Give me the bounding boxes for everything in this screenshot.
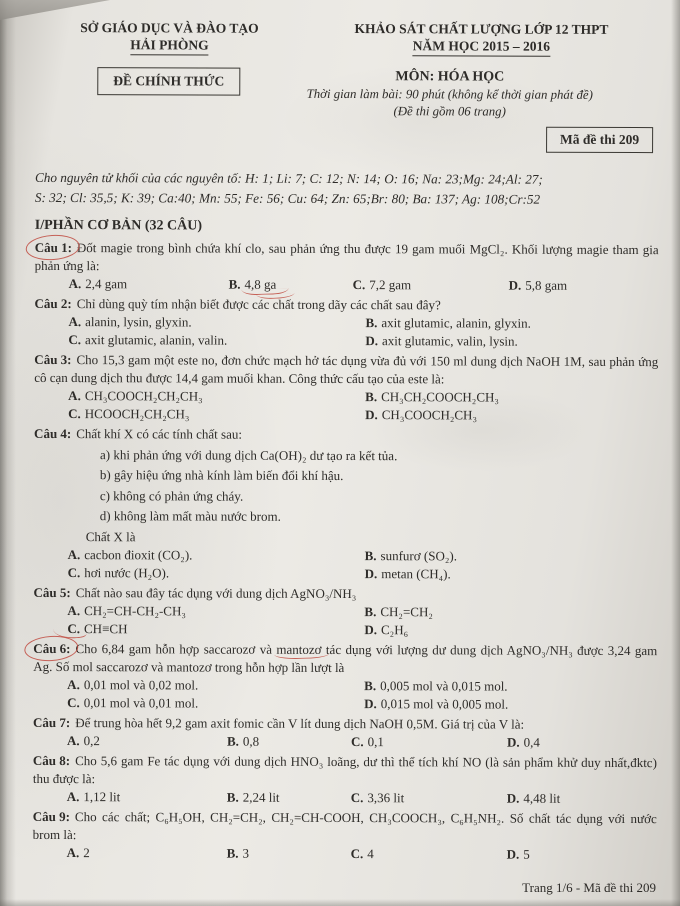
question-text bbox=[33, 713, 657, 733]
option bbox=[364, 677, 657, 696]
option bbox=[365, 332, 658, 351]
option-key: C. bbox=[68, 332, 82, 348]
option-key: A. bbox=[66, 844, 80, 860]
option bbox=[68, 405, 365, 424]
options-row bbox=[68, 546, 658, 584]
option-key: B. bbox=[364, 677, 377, 693]
option bbox=[67, 844, 227, 863]
option bbox=[365, 547, 658, 566]
page-footer: Trang 1/6 - Mã đề thi 209 bbox=[522, 880, 656, 895]
option-text: hơi nước (H₂O). bbox=[84, 564, 170, 580]
option-key: C. bbox=[350, 733, 364, 749]
options-row bbox=[67, 676, 657, 714]
option-text: metan (CH₄). bbox=[381, 565, 451, 581]
question-statements bbox=[100, 446, 658, 527]
header-exam-title bbox=[303, 20, 659, 57]
option bbox=[68, 331, 365, 350]
question-post-text: Chất X là bbox=[85, 528, 136, 544]
option-key: A. bbox=[68, 276, 82, 292]
question-block bbox=[33, 713, 657, 751]
option-key: B. bbox=[365, 315, 378, 331]
option bbox=[351, 733, 507, 752]
option bbox=[69, 275, 229, 294]
option-key: B. bbox=[364, 547, 377, 563]
option-key: B. bbox=[226, 789, 239, 805]
option-text: 2,24 lit bbox=[242, 789, 280, 805]
options-row bbox=[68, 387, 658, 425]
question-text-part: Chất nào sau đây tác dụng với dung dịch AgNO₃/NH₃ bbox=[75, 584, 357, 601]
option-key: D. bbox=[508, 277, 522, 293]
question-text bbox=[34, 295, 658, 315]
option-key: C. bbox=[67, 564, 81, 580]
option bbox=[67, 620, 364, 639]
option bbox=[364, 603, 657, 622]
options-row bbox=[68, 313, 658, 351]
option bbox=[364, 621, 657, 640]
header-department bbox=[35, 19, 303, 56]
question-block bbox=[35, 239, 659, 295]
option bbox=[365, 388, 658, 407]
option-text: 1,12 lit bbox=[83, 788, 121, 804]
option-text: 0,01 mol và 0,01 mol. bbox=[83, 694, 199, 711]
question-block bbox=[33, 583, 657, 639]
option-text: alanin, lysin, glyxin. bbox=[85, 314, 192, 330]
option-key: B. bbox=[228, 276, 241, 292]
department-line2: HẢI PHÒNG bbox=[130, 36, 208, 55]
scan-edge-left bbox=[0, 0, 16, 906]
option bbox=[507, 789, 657, 808]
option-text: 4,8 ga bbox=[244, 276, 277, 292]
option-key: C. bbox=[350, 789, 364, 805]
statement-line: a) khi phản ứng với dung dịch Ca(OH)₂ dư tạo ra kết tủa. bbox=[99, 446, 398, 463]
header bbox=[35, 19, 659, 57]
option-text: 5,8 gam bbox=[525, 277, 568, 293]
option-text: CH≡CH bbox=[84, 620, 128, 636]
scan-edge-right bbox=[671, 0, 680, 906]
options-row bbox=[67, 732, 657, 752]
option-key: C. bbox=[67, 620, 81, 636]
option-text: 0,2 bbox=[83, 732, 100, 748]
option-text: CH₂=CH₂ bbox=[380, 603, 433, 619]
section-heading: I/PHẦN CƠ BẢN (32 CÂU) bbox=[34, 217, 203, 234]
statement-line: d) không làm mất màu nước brom. bbox=[99, 508, 281, 524]
option bbox=[67, 602, 364, 621]
exam-code-row bbox=[35, 125, 659, 153]
option-text: CH₃COOCH₂CH₂CH₃ bbox=[84, 388, 203, 404]
question-text-part: Cho 15,3 gam một este no, đơn chức mạch hở tác dụng vừa đủ với 150 ml dung dịch NaOH 1M, sau phản ứng cô cạn dung dịch thu được 14,4 gam muối khan. Công thức cấu tạo của este là: bbox=[34, 352, 659, 387]
option-text: CH₃COOCH₂CH₃ bbox=[381, 407, 478, 423]
question-label: Câu 7: bbox=[33, 714, 71, 730]
option-text: 0,1 bbox=[367, 733, 384, 749]
question-block bbox=[33, 807, 657, 863]
question-text bbox=[34, 351, 658, 389]
option-key: A. bbox=[67, 676, 80, 692]
official-exam-box: ĐỀ CHÍNH THỨC bbox=[97, 67, 240, 95]
header-row2 bbox=[35, 67, 659, 120]
option-key: A. bbox=[66, 788, 80, 804]
option-key: B. bbox=[226, 845, 239, 861]
question-text bbox=[33, 751, 657, 789]
option-text: HCOOCH₂CH₂CH₃ bbox=[84, 406, 190, 422]
option-key: A. bbox=[66, 732, 80, 748]
option-key: C. bbox=[350, 845, 364, 861]
question-text-part: Chỉ dùng quỳ tím nhận biết được các chất trong dãy các chất sau đây? bbox=[76, 296, 441, 313]
option-text: 2,4 gam bbox=[85, 276, 128, 292]
option bbox=[353, 276, 509, 295]
questions-list bbox=[33, 239, 659, 864]
option bbox=[67, 732, 227, 751]
question-label: Câu 5: bbox=[33, 584, 71, 600]
question-text-part: Cho 6,84 gam hỗn hợp saccarozơ và bbox=[75, 640, 277, 657]
option-text: C₂H₆ bbox=[380, 621, 409, 637]
option bbox=[67, 694, 364, 713]
pages-note: (Đề thi gồm 06 trang) bbox=[393, 103, 506, 119]
options-row bbox=[67, 844, 657, 864]
option-text: axit glutamic, alanin, valin. bbox=[85, 332, 228, 348]
question-label: Câu 8: bbox=[32, 752, 71, 768]
question-text bbox=[35, 239, 659, 277]
question-label: Câu 9: bbox=[32, 808, 70, 824]
question-text-part: Cho các chất; C₆H₅OH, CH₂=CH₂, CH₂=CH-COOH, CH₃COOCH₃, C₆H₅NH₂. Số chất tác dụng với nước brom là: bbox=[32, 808, 657, 842]
option-key: D. bbox=[365, 407, 378, 423]
exam-duration: Thời gian làm bài: 90 phút (không kể thời gian phát đề) bbox=[306, 86, 593, 102]
exam-code-box: Mã đề thi 209 bbox=[546, 127, 653, 153]
options-row bbox=[67, 788, 657, 808]
option-key: D. bbox=[364, 621, 378, 637]
option-key: B. bbox=[226, 733, 239, 749]
statement-line: c) không có phản ứng cháy. bbox=[99, 487, 244, 504]
question-text-part: tác dụng với lượng dư dung dịch AgNO₃/NH₃ được 3,24 gam Ag. Số mol saccarozơ và mantozơ trong hỗn hợp lần lượt là bbox=[33, 641, 658, 675]
question-block bbox=[34, 295, 658, 351]
question-label: Câu 1: bbox=[34, 239, 72, 256]
question-block bbox=[34, 425, 659, 584]
option-text: 0,015 mol và 0,005 mol. bbox=[380, 695, 509, 712]
option-text: 0,8 bbox=[242, 733, 260, 749]
question-text bbox=[34, 425, 658, 445]
option-text: sunfurơ (SO₂). bbox=[380, 547, 457, 563]
statement-line: b) gây hiệu ứng nhà kính làm biến đổi khí hậu. bbox=[99, 467, 344, 484]
option bbox=[507, 733, 657, 752]
option bbox=[227, 844, 351, 862]
school-year: NĂM HỌC 2015 – 2016 bbox=[413, 37, 550, 56]
option-key: C. bbox=[352, 277, 366, 293]
option bbox=[509, 277, 659, 296]
option-key: C. bbox=[68, 406, 81, 422]
option-key: D. bbox=[364, 695, 377, 711]
option-key: B. bbox=[365, 389, 378, 405]
option-key: A. bbox=[68, 314, 82, 330]
option-text: CH₂=CH-CH₂-CH₃ bbox=[84, 602, 186, 618]
question-label: Câu 3: bbox=[34, 351, 72, 368]
option bbox=[67, 788, 227, 807]
option-text: 0,005 mol và 0,015 mol. bbox=[380, 677, 508, 694]
question-text bbox=[33, 807, 657, 845]
scan-edge-bottom bbox=[0, 899, 680, 906]
option bbox=[68, 546, 365, 565]
option bbox=[68, 564, 365, 583]
atomic-masses-line2: S: 32; Cl: 35,5; K: 39; Ca:40; Mn: 55; Fe: 56; Cu: 64; Zn: 65;Br: 80; Ba: 137; Ag: 108;Cr:52 bbox=[34, 189, 541, 207]
atomic-masses-line1: Cho nguyên tử khối của các nguyên tố: H: 1; Li: 7; C: 12; N: 14; O: 16; Na: 23;Mg: 24;Al: 27; bbox=[34, 169, 543, 187]
question-text bbox=[33, 639, 657, 677]
option-key: D. bbox=[506, 734, 520, 750]
option-text: axit glutamic, alanin, glyxin. bbox=[381, 315, 531, 331]
option bbox=[365, 314, 658, 333]
options-row bbox=[67, 602, 657, 640]
option-key: D. bbox=[506, 846, 520, 862]
option-key: D. bbox=[364, 565, 378, 581]
option bbox=[229, 276, 353, 294]
question-text-part: mantozơ bbox=[276, 641, 322, 657]
question-label: Câu 2: bbox=[34, 295, 72, 312]
option-text: 7,2 gam bbox=[369, 277, 412, 293]
option-key: A. bbox=[67, 546, 81, 562]
question-text-part: Chất khí X có các tính chất sau: bbox=[76, 426, 242, 442]
option-text: 5 bbox=[523, 846, 530, 862]
department-line1: SỞ GIÁO DỤC VÀ ĐÀO TẠO bbox=[80, 20, 259, 36]
option-text: 4 bbox=[367, 845, 374, 861]
option bbox=[364, 695, 657, 714]
option bbox=[67, 676, 364, 695]
question-label: Câu 4: bbox=[34, 425, 72, 442]
option bbox=[68, 387, 365, 406]
option bbox=[68, 313, 365, 332]
subject-block bbox=[240, 68, 659, 120]
option-text: CH₃CH₂COOCH₂CH₃ bbox=[381, 389, 499, 405]
option bbox=[365, 406, 658, 425]
option-key: D. bbox=[506, 790, 520, 806]
question-block bbox=[33, 751, 657, 807]
option-key: A. bbox=[68, 388, 81, 404]
question-label: Câu 6: bbox=[33, 640, 71, 656]
option-key: B. bbox=[364, 603, 377, 619]
option-key: C. bbox=[67, 694, 80, 710]
subject-title: MÔN: HÓA HỌC bbox=[395, 69, 505, 85]
option-text: 3,36 lit bbox=[367, 789, 405, 805]
question-text-part: Đốt magie trong bình chứa khí clo, sau phản ứng thu được 19 gam muối MgCl₂. Khối lượng magie tham gia phản ứng là: bbox=[34, 240, 659, 274]
exam-title: KHẢO SÁT CHẤT LƯỢNG LỚP 12 THPT bbox=[354, 21, 609, 37]
option-text: 0,4 bbox=[523, 734, 540, 750]
option-key: D. bbox=[365, 333, 379, 349]
option-text: axit glutamic, valin, lysin. bbox=[382, 333, 518, 349]
options-row bbox=[69, 275, 659, 295]
option bbox=[227, 788, 351, 806]
atomic-masses bbox=[35, 168, 659, 209]
question-block bbox=[33, 639, 657, 713]
question-text bbox=[33, 583, 657, 603]
option bbox=[351, 845, 507, 864]
option-text: 3 bbox=[242, 845, 250, 861]
option-text: cacbon đioxit (CO₂). bbox=[84, 546, 193, 562]
option-text: 4,48 lit bbox=[523, 790, 561, 806]
option-key: A. bbox=[67, 602, 81, 618]
option bbox=[365, 565, 658, 584]
option-text: 2 bbox=[83, 844, 90, 860]
option-text: 0,01 mol và 0,02 mol. bbox=[83, 676, 199, 693]
question-text-part: Cho 5,6 gam Fe tác dụng với dung dịch HNO₃ loãng, dư thì thể tích khí NO (là sản phẩm khử duy nhất,đktc) thu được là: bbox=[32, 752, 657, 786]
option bbox=[507, 845, 657, 864]
option bbox=[351, 789, 507, 808]
question-block bbox=[34, 351, 658, 425]
option bbox=[227, 732, 351, 750]
question-text-part: Để trung hòa hết 9,2 gam axit fomic cần V lít dung dịch NaOH 0,5M. Giá trị của V là: bbox=[75, 714, 525, 732]
